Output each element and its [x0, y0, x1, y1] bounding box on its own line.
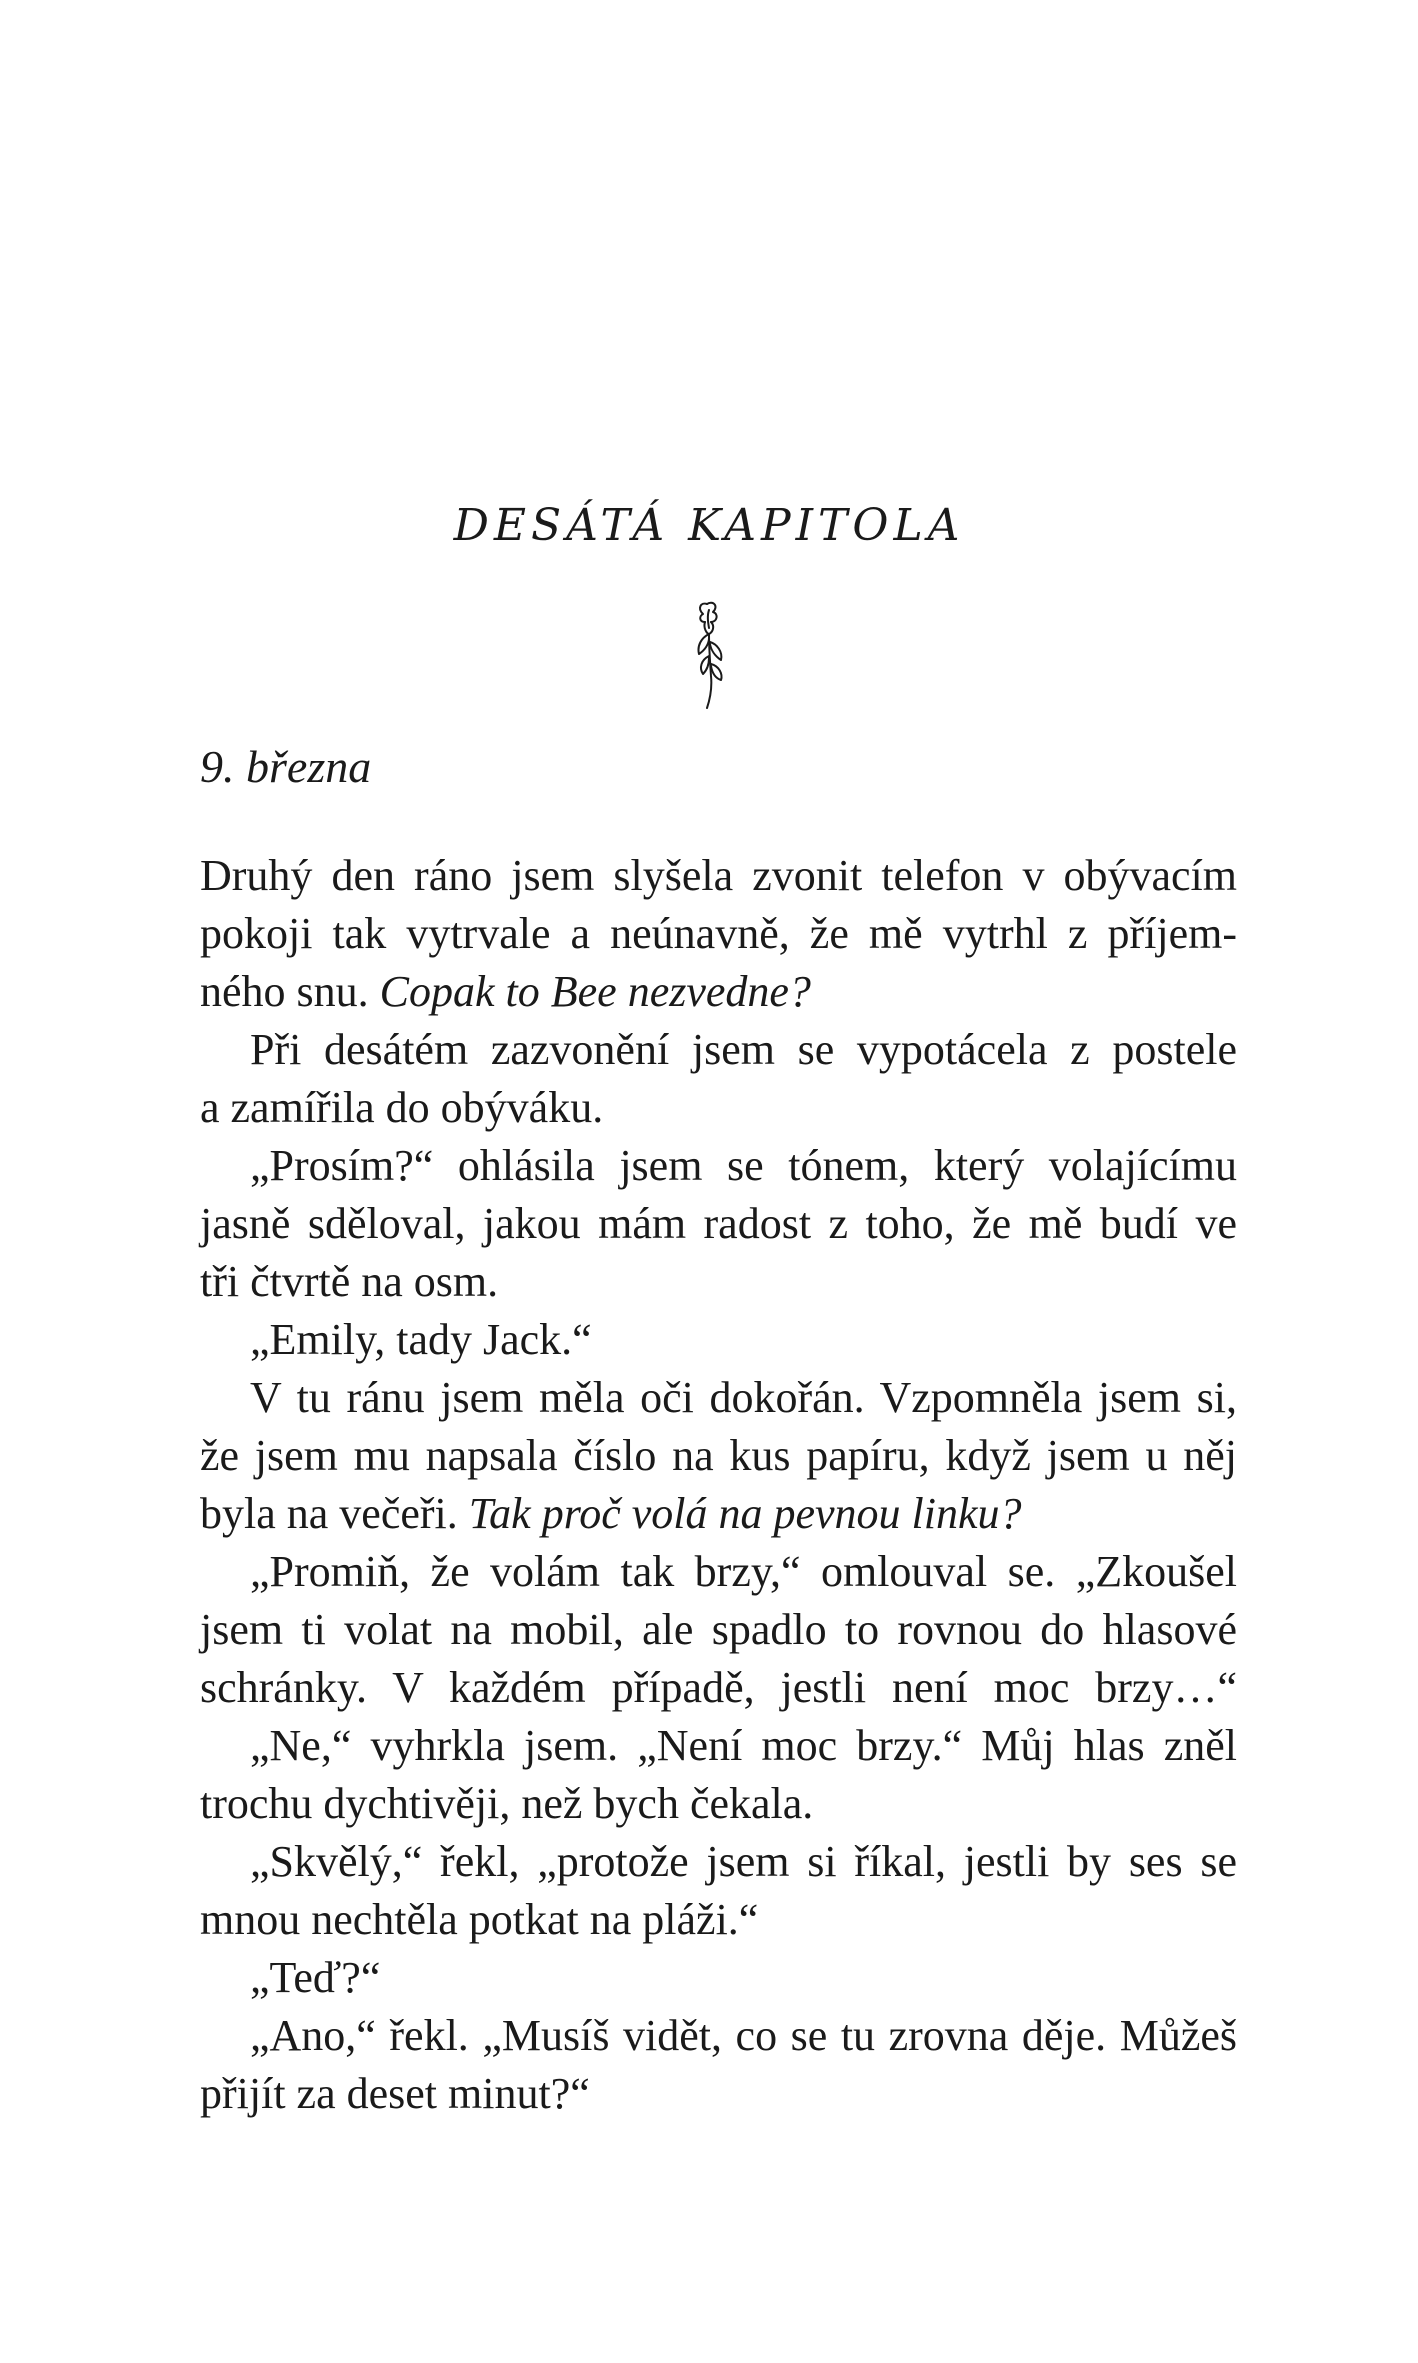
text-line — [200, 1833, 1237, 1891]
text-run: „Ano,“ řekl. „Musíš vidět, co se tu zrovna děje. Můžeš — [250, 2011, 1237, 2060]
text-run: Při desátém zazvonění jsem se vypotácela z postele — [250, 1025, 1237, 1074]
text-run: „Teď?“ — [250, 1953, 381, 2002]
text-line — [200, 905, 1237, 963]
text-line — [200, 1021, 1237, 1079]
text-line — [200, 1775, 1237, 1833]
text-line — [200, 1485, 1237, 1543]
text-run: tři čtvrtě na osm. — [200, 1257, 499, 1306]
text-line — [200, 1717, 1237, 1775]
text-line — [200, 2007, 1237, 2065]
text-line — [200, 1195, 1237, 1253]
text-line — [200, 1659, 1237, 1717]
text-line — [200, 1079, 1237, 1137]
text-run: trochu dychtivěji, než bych čekala. — [200, 1779, 814, 1828]
text-line — [200, 1543, 1237, 1601]
flower-icon — [683, 598, 739, 710]
text-run: jasně sděloval, jakou mám radost z toho, že mě budí ve — [200, 1199, 1237, 1248]
text-line — [200, 963, 1237, 1021]
text-line — [200, 1137, 1237, 1195]
text-run: Druhý den ráno jsem slyšela zvonit telefon v obývacím — [200, 851, 1237, 900]
text-line — [200, 847, 1237, 905]
text-run: „Promiň, že volám tak brzy,“ omlouval se. „Zkoušel — [250, 1547, 1237, 1596]
text-line — [200, 1253, 1237, 1311]
text-run: mnou nechtěla potkat na pláži.“ — [200, 1895, 759, 1944]
chapter-text — [200, 847, 1237, 2123]
text-run: pokoji tak vytrvale a neúnavně, že mě vytrhl z příjem- — [200, 909, 1237, 958]
italic-text: Tak proč volá na pevnou linku? — [468, 1489, 1022, 1538]
text-run: ného snu. — [200, 967, 380, 1016]
text-run: a zamířila do obýváku. — [200, 1083, 604, 1132]
text-run: schránky. V každém případě, jestli není moc brzy…“ — [200, 1663, 1237, 1712]
chapter-title: DESÁTÁ KAPITOLA — [453, 500, 965, 551]
text-run: že jsem mu napsala číslo na kus papíru, když jsem u něj — [200, 1431, 1237, 1480]
text-run: přijít za deset minut?“ — [200, 2069, 590, 2118]
text-run: jsem ti volat na mobil, ale spadlo to rovnou do hlasové — [200, 1605, 1237, 1654]
text-line — [200, 1601, 1237, 1659]
text-line — [200, 1369, 1237, 1427]
text-line — [200, 1311, 1237, 1369]
text-run: „Emily, tady Jack.“ — [250, 1315, 592, 1364]
text-run: byla na večeři. — [200, 1489, 469, 1538]
text-run: V tu ránu jsem měla oči dokořán. Vzpomněla jsem si, — [250, 1373, 1237, 1422]
text-run: „Prosím?“ ohlásila jsem se tónem, který volajícímu — [250, 1141, 1237, 1190]
text-line — [200, 1949, 1237, 2007]
text-line — [200, 2065, 1237, 2123]
entry-date: 9. března — [200, 741, 372, 792]
text-line — [200, 1427, 1237, 1485]
text-line — [200, 1891, 1237, 1949]
text-run: „Skvělý,“ řekl, „protože jsem si říkal, jestli by ses se — [250, 1837, 1237, 1886]
text-run: „Ne,“ vyhrkla jsem. „Není moc brzy.“ Můj hlas zněl — [250, 1721, 1237, 1770]
italic-text: Copak to Bee nezvedne? — [379, 967, 811, 1016]
